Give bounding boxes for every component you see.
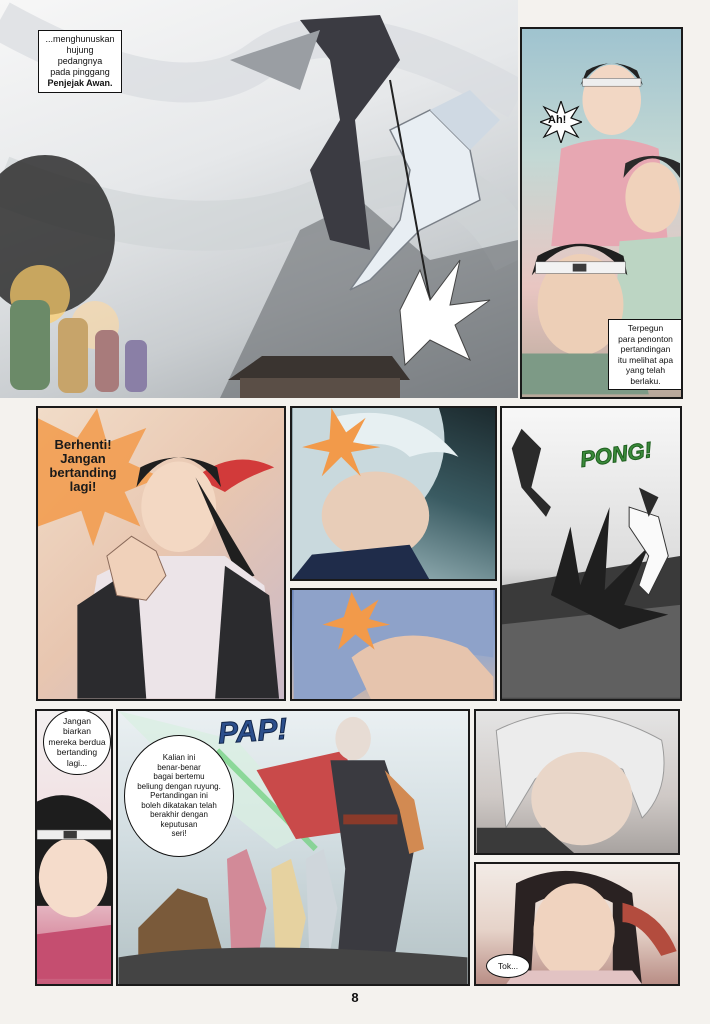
- narration-caption: [608, 319, 683, 390]
- bubble-line: boleh dikatakan telah: [141, 800, 217, 810]
- caption-line: hujung pedangnya: [57, 45, 103, 66]
- bubble-line: lagi...: [66, 757, 88, 768]
- shout-line: Jangan: [60, 451, 106, 466]
- panel-9-art: [476, 711, 678, 853]
- bubble-line: Jangan: [63, 715, 91, 726]
- caption-line: Terpegun: [627, 323, 664, 333]
- panel-4-white-hair-closeup: [290, 406, 497, 581]
- caption-line: ...menghunuskan: [45, 34, 115, 44]
- panel-5-art: [292, 590, 495, 699]
- panel-4-art: [292, 408, 495, 579]
- panel-3-man-shouting: [36, 406, 286, 701]
- panel-2-crowd-reaction: [520, 27, 683, 399]
- panel-9-white-hair-man: [474, 709, 680, 855]
- narration-caption: [38, 30, 122, 93]
- bubble-line: berakhir dengan: [150, 810, 208, 820]
- speech-bubble: Tok...: [486, 954, 530, 978]
- pong-sound-effect: PONG!: [578, 437, 654, 472]
- bubble-line: keputusan: [160, 819, 198, 829]
- bubble-line: Kalian ini: [162, 753, 196, 763]
- ah-exclamation: Ah!: [548, 114, 567, 126]
- bubble-line: seri!: [171, 829, 187, 839]
- bubble-line: beliung dengan ruyung.: [137, 781, 221, 791]
- caption-line: berlaku.: [630, 375, 661, 386]
- speech-bubble: [43, 709, 111, 775]
- caption-line: Penjejak Awan.: [47, 78, 113, 88]
- bubble-line: biarkan: [63, 726, 91, 737]
- page-number: 8: [351, 990, 359, 1005]
- panel-5-impact-closeup: [290, 588, 497, 701]
- caption-line: para penonton: [618, 333, 673, 344]
- caption-line: itu melihat apa: [617, 354, 674, 365]
- shout-line: bertanding: [49, 465, 117, 480]
- bubble-line: mereka berdua: [48, 736, 106, 747]
- speech-bubble: [124, 735, 234, 857]
- shout-line: Berhenti!: [54, 437, 112, 452]
- bubble-line: Pertandingan ini: [150, 791, 208, 801]
- bubble-line: bertanding: [56, 747, 98, 758]
- panel-10-young-man: [474, 862, 680, 986]
- bubble-line: benar-benar: [157, 762, 201, 772]
- pap-sound-effect: PAP!: [216, 712, 289, 751]
- caption-line: yang telah: [625, 365, 666, 375]
- shout-text: [40, 438, 126, 494]
- caption-line: pertandingan: [620, 344, 671, 354]
- panel-8-master-landing: [116, 709, 470, 986]
- panel-7-girl-speaking: [35, 709, 113, 986]
- shout-line: lagi!: [69, 479, 97, 494]
- panel-1-sword-strike: [0, 0, 518, 398]
- panel-6-ground-impact: [500, 406, 682, 701]
- caption-line: pada pinggang: [50, 67, 110, 77]
- bubble-line: bagai bertemu: [153, 772, 205, 782]
